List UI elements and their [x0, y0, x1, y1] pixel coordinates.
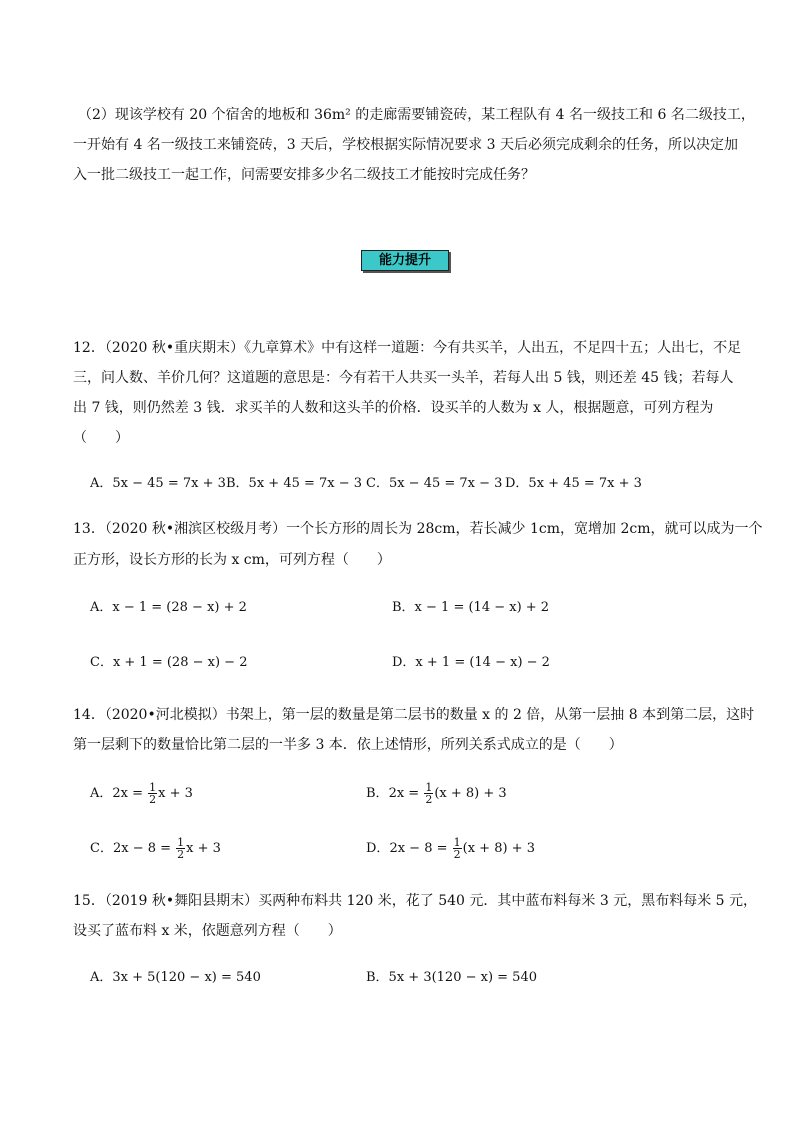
prev-problem-line-1: （2）现该学校有 20 个宿舍的地板和 36m² 的走廊需要铺瓷砖，某工程队有 4 名一级技工和 6 名二级技工，: [78, 107, 755, 123]
q12-line-3: 出 7 钱，则仍然差 3 钱．求买羊的人数和这头羊的价格．设买羊的人数为 x 人，根据题意，可列方程为: [73, 400, 714, 416]
q12-option-d: D．5x + 45 = 7x + 3: [505, 476, 642, 491]
q14-option-c-left: 2x − 8 =: [112, 841, 176, 856]
q14-line-1: 14．（2020•河北模拟）书架上，第一层的数量是第二层书的数量 x 的 2 倍，从第一层抽 8 本到第二层，这时: [73, 707, 755, 723]
q14-option-c-right: x + 3: [186, 841, 221, 856]
fraction-numerator: 1: [453, 836, 461, 849]
q12-line-1: 12．（2020 秋•重庆期末）《九章算术》中有这样一道题：今有共买羊，人出五，不足四十五；人出七，不足: [73, 340, 742, 356]
fraction-numerator: 1: [425, 781, 433, 794]
q14-option-b: [366, 782, 507, 805]
q14-option-d-right: (x + 8) + 3: [462, 841, 535, 856]
half-fraction: [176, 837, 185, 860]
q15-option-b: B．5x + 3(120 − x) = 540: [366, 970, 537, 985]
q15-line-2: 设买了蓝布料 x 米，依题意列方程（ ）: [73, 923, 342, 939]
q13-option-d: D．x + 1 = (14 − x) − 2: [392, 655, 550, 670]
q15-line-1: 15．（2019 秋•舞阳县期末）买两种布料共 120 米，花了 540 元．其中蓝布料每米 3 元，黑布料每米 5 元，: [73, 893, 758, 909]
q14-line-2: 第一层剩下的数量恰比第二层的一半多 3 本．依上述情形，所列关系式成立的是（ ）: [73, 737, 623, 753]
q12-line-4: （ ）: [73, 430, 129, 446]
fraction-numerator: 1: [149, 781, 157, 794]
q14-option-a: [90, 782, 193, 805]
q14-option-a-label: A．: [90, 786, 113, 801]
fraction-denominator: 2: [453, 848, 461, 861]
fraction-denominator: 2: [177, 848, 185, 861]
q14-option-d-label: D．: [366, 841, 390, 856]
q14-option-b-label: B．: [366, 786, 389, 801]
q13-line-2: 正方形，设长方形的长为 x cm，可列方程（ ）: [73, 552, 391, 568]
q14-option-d-left: 2x − 8 =: [389, 841, 452, 856]
q13-option-a: A．x − 1 = (28 − x) + 2: [90, 600, 247, 615]
q14-option-b-left: 2x =: [388, 786, 424, 801]
q13-option-c: C．x + 1 = (28 − x) − 2: [90, 655, 248, 670]
q12-option-a: A．5x − 45 = 7x + 3: [90, 476, 226, 491]
fraction-denominator: 2: [425, 793, 433, 806]
fraction-numerator: 1: [177, 836, 185, 849]
q13-option-b: B．x − 1 = (14 − x) + 2: [392, 600, 550, 615]
fraction-denominator: 2: [149, 793, 157, 806]
q14-option-a-right: x + 3: [158, 786, 193, 801]
prev-problem-line-2: 一开始有 4 名一级技工来铺瓷砖，3 天后，学校根据实际情况要求 3 天后必须完成剩余的任务，所以决定加: [73, 137, 738, 153]
section-badge: 能力提升: [361, 250, 449, 271]
q14-option-c-label: C．: [90, 841, 113, 856]
half-fraction: [148, 782, 157, 805]
half-fraction: [453, 837, 462, 860]
prev-problem-line-3: 入一批二级技工一起工作，问需要安排多少名二级技工才能按时完成任务？: [73, 167, 535, 183]
q12-option-b: B．5x + 45 = 7x − 3: [226, 476, 363, 491]
q15-option-a: A．3x + 5(120 − x) = 540: [90, 970, 261, 985]
q12-option-c: C．5x − 45 = 7x − 3: [366, 476, 503, 491]
q14-option-d: [366, 837, 535, 860]
q13-line-1: 13．（2020 秋•湘滨区校级月考）一个长方形的周长为 28cm，若长减少 1cm，宽增加 2cm，就可以成为一个: [73, 521, 763, 537]
q12-line-2: 三，问人数、羊价几何？这道题的意思是：今有若干人共买一头羊，若每人出 5 钱，则还差 45 钱；若每人: [73, 370, 734, 386]
q14-option-a-left: 2x =: [112, 786, 148, 801]
q14-option-b-right: (x + 8) + 3: [434, 786, 507, 801]
half-fraction: [424, 782, 433, 805]
q14-option-c: [90, 837, 221, 860]
